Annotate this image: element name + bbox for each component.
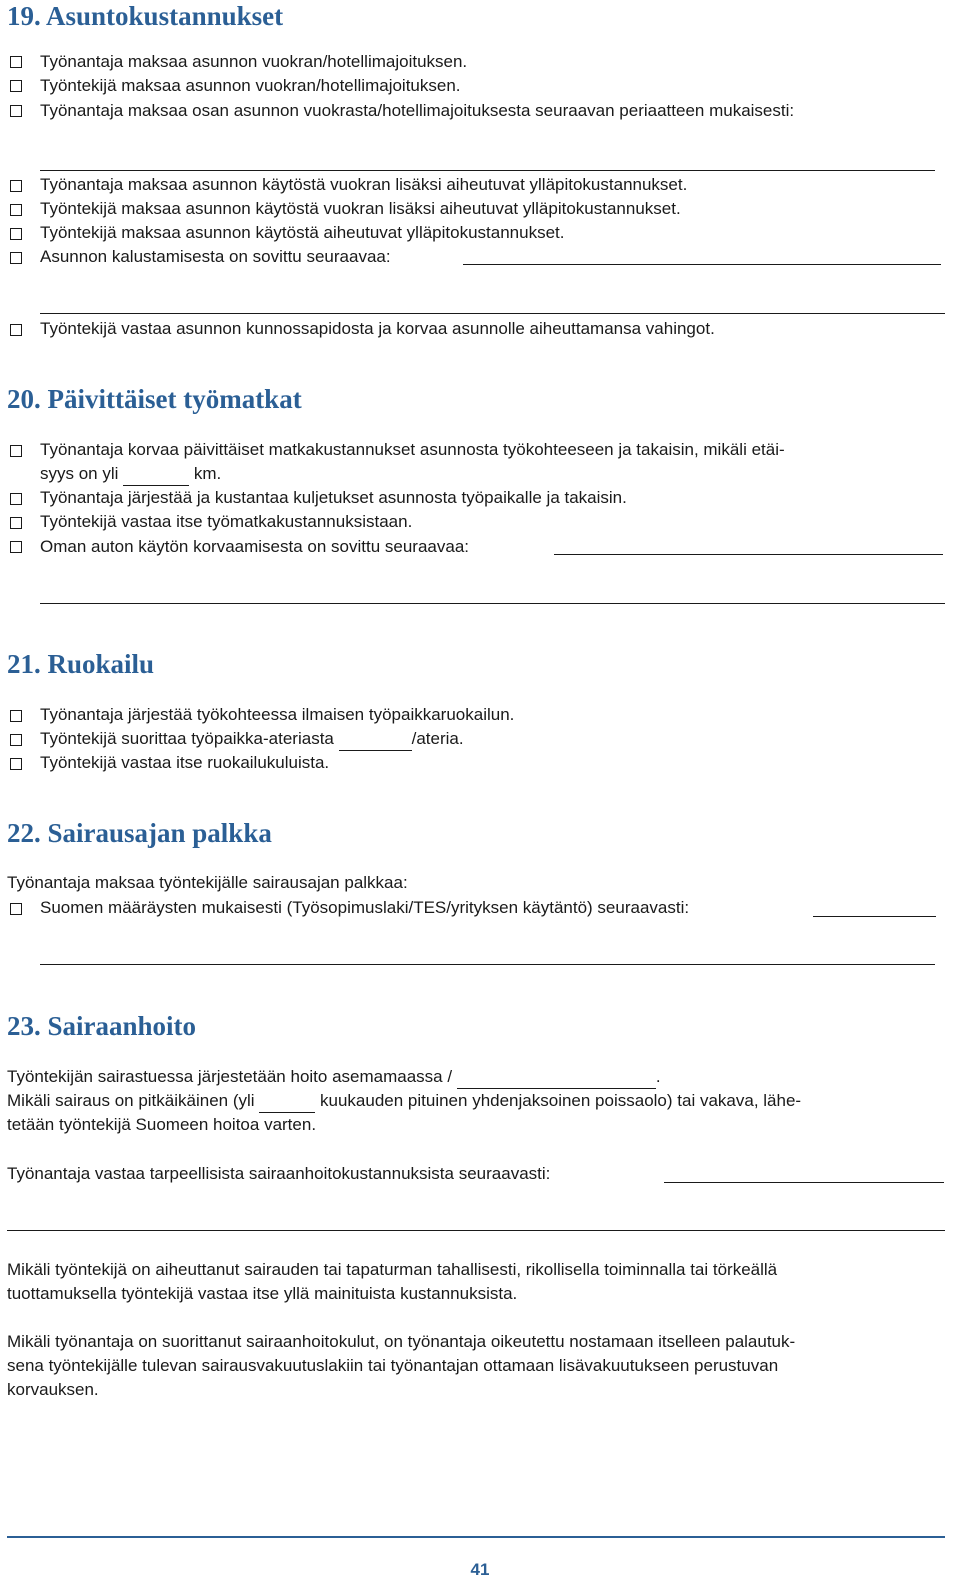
fill-in-line[interactable] [554,554,943,555]
checkbox-label: Suomen määräysten mukaisesti (Työsopimuslaki/TES/yrityksen käytäntö) seuraavasti: [40,898,690,917]
checkbox[interactable] [10,228,22,240]
checkbox-label: Asunnon kalustamisesta on sovittu seuraavaa: [40,247,391,266]
footer-divider [7,1536,945,1538]
fill-in-line[interactable] [463,264,941,265]
price-blank[interactable] [339,733,412,751]
paragraph: Mikäli työnantaja on suorittanut sairaanhoitokulut, on työnantaja oikeutettu nostamaan itselleen palautuk- [7,1332,796,1351]
checkbox[interactable] [10,710,22,722]
paragraph-cont: tuottamuksella työntekijä vastaa itse yllä mainituista kustannuksista. [7,1284,518,1303]
checkbox[interactable] [10,445,22,457]
fill-in-line[interactable] [664,1182,944,1183]
label-part: km. [193,464,222,483]
checkbox-label: Työntekijä vastaa itse ruokailukuluista. [40,753,330,772]
paragraph [7,1065,661,1089]
distance-blank[interactable] [123,468,189,486]
label-part: /ateria. [411,729,464,748]
checkbox-label-cont [40,462,221,486]
section-22-title: 22. Sairausajan palkka [7,818,272,848]
checkbox[interactable] [10,758,22,770]
text-part: Työntekijän sairastuessa järjestetään hoito asemamaassa / [7,1067,453,1086]
text-part: kuukauden pituinen yhdenjaksoinen poissaolo) tai vakava, lähe- [320,1091,802,1110]
checkbox[interactable] [10,541,22,553]
section-19-title: 19. Asuntokustannukset [7,1,284,31]
checkbox-label: Työnantaja maksaa asunnon käytöstä vuokran lisäksi aiheutuvat ylläpitokustannukset. [40,175,688,194]
fill-in-line[interactable] [7,1230,945,1231]
checkbox[interactable] [10,734,22,746]
checkbox-label: Työnantaja maksaa asunnon vuokran/hotellimajoituksen. [40,52,468,71]
checkbox[interactable] [10,180,22,192]
fill-in-line[interactable] [40,170,935,171]
checkbox-label: Työnantaja korvaa päivittäiset matkakustannukset asunnosta työkohteeseen ja takaisin, mikäli etäi- [40,440,785,459]
paragraph: Työnantaja vastaa tarpeellisista sairaanhoitokustannuksista seuraavasti: [7,1164,551,1183]
checkbox-label: Työnantaja järjestää ja kustantaa kuljetukset asunnosta työpaikalle ja takaisin. [40,488,627,507]
text-part: . [655,1067,661,1086]
paragraph-cont: tetään työntekijä Suomeen hoitoa varten. [7,1115,317,1134]
checkbox[interactable] [10,493,22,505]
checkbox[interactable] [10,204,22,216]
section-20-title: 20. Päivittäiset työmatkat [7,384,302,414]
months-blank[interactable] [259,1095,315,1113]
checkbox[interactable] [10,105,22,117]
location-blank[interactable] [457,1071,656,1089]
checkbox-label [40,727,464,751]
label-part: Työntekijä suorittaa työpaikka-ateriasta [40,729,334,748]
section-23-title: 23. Sairaanhoito [7,1011,197,1041]
checkbox-label: Työntekijä maksaa asunnon käytöstä vuokran lisäksi aiheutuvat ylläpitokustannukset. [40,199,681,218]
checkbox[interactable] [10,903,22,915]
page-number: 41 [470,1560,490,1579]
paragraph-cont: sena työntekijälle tulevan sairausvakuutuslakiin tai työnantajan ottamaan lisävakuutukseen perustuvan [7,1356,779,1375]
fill-in-line[interactable] [40,603,945,604]
checkbox-label: Työntekijä maksaa asunnon käytöstä aiheutuvat ylläpitokustannukset. [40,223,565,242]
checkbox-label: Työntekijä vastaa asunnon kunnossapidosta ja korvaa asunnolle aiheuttamansa vahingot. [40,319,715,338]
fill-in-line[interactable] [40,964,935,965]
checkbox-label: Työnantaja järjestää työkohteessa ilmaisen työpaikkaruokailun. [40,705,515,724]
section-21-title: 21. Ruokailu [7,649,155,679]
fill-in-line[interactable] [40,313,945,314]
text-part: Mikäli sairaus on pitkäikäinen (yli [7,1091,255,1110]
checkbox[interactable] [10,80,22,92]
checkbox-label: Oman auton käytön korvaamisesta on sovittu seuraavaa: [40,537,470,556]
paragraph [7,1089,801,1113]
paragraph-cont: korvauksen. [7,1380,99,1399]
checkbox[interactable] [10,517,22,529]
checkbox-label: Työntekijä maksaa asunnon vuokran/hotellimajoituksen. [40,76,461,95]
checkbox[interactable] [10,252,22,264]
paragraph: Työnantaja maksaa työntekijälle sairausajan palkkaa: [7,873,408,892]
checkbox[interactable] [10,56,22,68]
paragraph: Mikäli työntekijä on aiheuttanut sairauden tai tapaturman tahallisesti, rikollisella toiminnalla tai törkeällä [7,1260,778,1279]
label-part: syys on yli [40,464,119,483]
fill-in-line[interactable] [813,916,936,917]
checkbox-label: Työntekijä vastaa itse työmatkakustannuksistaan. [40,512,413,531]
checkbox-label: Työnantaja maksaa osan asunnon vuokrasta/hotellimajoituksesta seuraavan periaatteen mukaisesti: [40,101,795,120]
checkbox[interactable] [10,324,22,336]
